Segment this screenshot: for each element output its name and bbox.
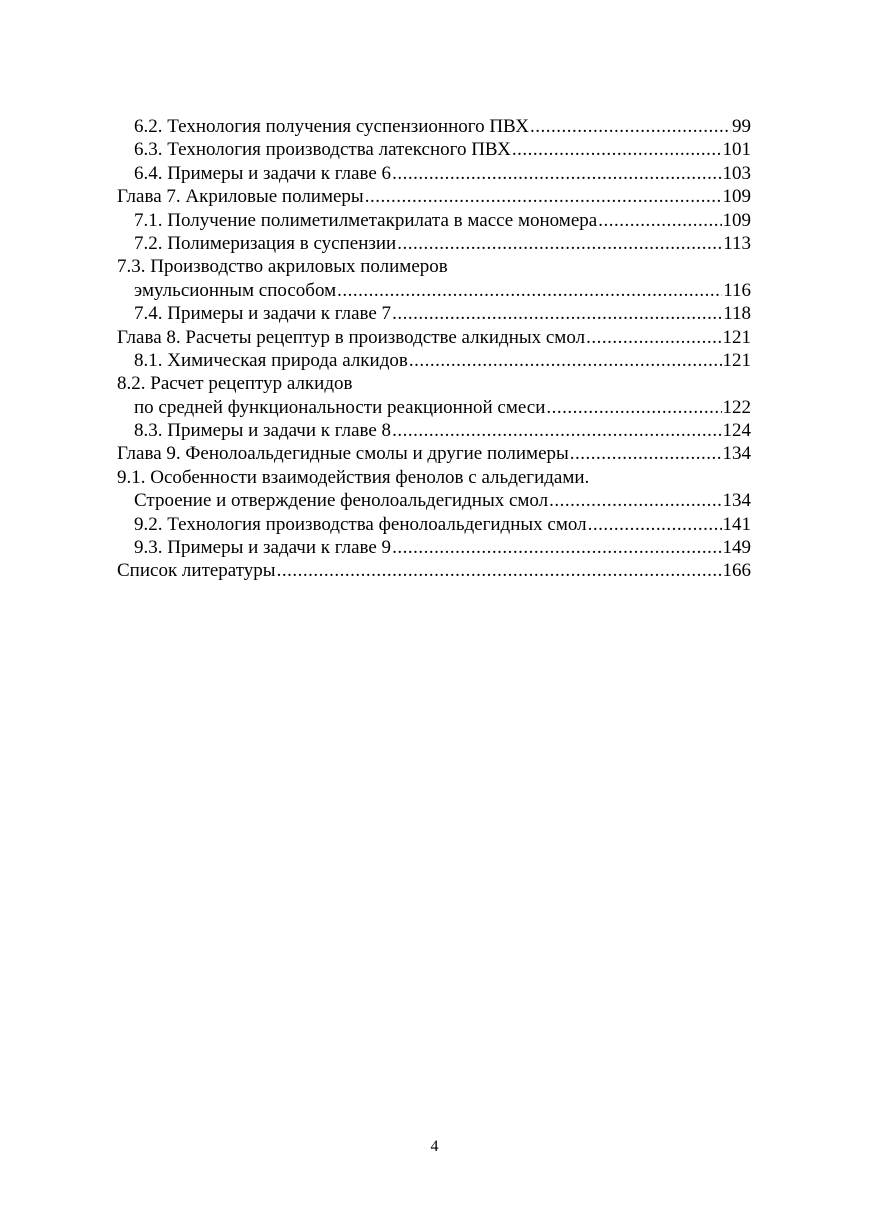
toc-chapter-entry	[117, 326, 751, 349]
toc-dot-leader	[546, 396, 721, 419]
toc-dot-leader	[598, 209, 721, 232]
table-of-contents	[117, 115, 751, 583]
toc-entry-page: 109	[722, 186, 751, 208]
toc-entry-page: 118	[723, 303, 751, 325]
toc-dot-leader	[392, 419, 721, 442]
toc-section-entry	[117, 372, 751, 395]
toc-entry-page: 99	[732, 116, 751, 137]
toc-section-entry	[117, 209, 751, 232]
toc-dot-leader	[409, 349, 722, 372]
toc-entry-page: 134	[722, 490, 751, 512]
toc-dot-leader	[549, 489, 721, 512]
toc-entry-title: Строение и отверждение фенолоальдегидных смол	[134, 490, 549, 512]
toc-entry-page: 121	[722, 349, 751, 371]
page-number: 4	[430, 1138, 439, 1155]
toc-section-entry	[117, 536, 751, 559]
toc-entry-title: эмульсионным способом	[134, 279, 337, 301]
toc-section-entry	[117, 232, 751, 255]
toc-entry-page: 122	[722, 396, 751, 418]
toc-entry-title: 9.3. Примеры и задачи к главе 9	[134, 537, 392, 559]
toc-entry-page: 141	[722, 513, 751, 535]
toc-section-entry	[117, 255, 751, 278]
toc-chapter-entry	[117, 442, 751, 465]
toc-dot-leader	[365, 185, 722, 208]
toc-dot-leader	[588, 513, 722, 536]
toc-dot-leader	[392, 536, 721, 559]
toc-entry-title: 6.2. Технология получения суспензионного ПВХ	[134, 116, 529, 137]
toc-entry-title: 7.4. Примеры и задачи к главе 7	[134, 303, 392, 325]
toc-section-entry	[117, 396, 751, 419]
toc-entry-title: Глава 8. Расчеты рецептур в производстве алкидных смол	[117, 326, 586, 348]
toc-entry-page: 113	[723, 232, 751, 254]
toc-dot-leader	[530, 115, 731, 138]
toc-entry-title: Список литературы	[117, 560, 276, 582]
toc-section-entry	[117, 279, 751, 302]
toc-entry-title: 9.2. Технология производства фенолоальдегидных смол	[134, 513, 587, 535]
toc-section-entry	[117, 489, 751, 512]
toc-entry-page: 116	[723, 279, 751, 301]
toc-section-entry	[117, 138, 751, 161]
toc-entry-page: 101	[722, 139, 751, 161]
toc-section-entry	[117, 466, 751, 489]
toc-section-entry	[117, 419, 751, 442]
toc-entry-title: 8.2. Расчет рецептур алкидов	[117, 373, 353, 395]
toc-dot-leader	[512, 138, 722, 161]
toc-dot-leader	[570, 442, 722, 465]
toc-dot-leader	[397, 232, 722, 255]
toc-entry-page: 149	[722, 537, 751, 559]
toc-entry-title: 6.4. Примеры и задачи к главе 6	[134, 162, 392, 184]
toc-entry-page: 166	[722, 560, 751, 582]
toc-entry-title: 9.1. Особенности взаимодействия фенолов с альдегидами.	[117, 466, 590, 488]
toc-dot-leader	[337, 279, 722, 302]
toc-entry-title: по средней функциональности реакционной смеси	[134, 396, 546, 418]
toc-dot-leader	[392, 302, 722, 325]
toc-entry-title: 7.3. Производство акриловых полимеров	[117, 256, 448, 278]
toc-entry-page: 134	[722, 443, 751, 465]
toc-section-entry	[117, 162, 751, 185]
toc-entry-title: 6.3. Технология производства латексного ПВХ	[134, 139, 511, 161]
toc-entry-title: 7.2. Полимеризация в суспензии	[134, 232, 397, 254]
toc-entry-page: 121	[722, 326, 751, 348]
toc-chapter-entry	[117, 185, 751, 208]
toc-entry-title: Глава 7. Акриловые полимеры	[117, 186, 364, 208]
toc-entry-page: 103	[722, 162, 751, 184]
toc-section-entry	[117, 302, 751, 325]
toc-entry-title: 7.1. Получение полиметилметакрилата в массе мономера	[134, 209, 598, 231]
toc-entry-title: Глава 9. Фенолоальдегидные смолы и другие полимеры	[117, 443, 569, 465]
toc-section-entry	[117, 349, 751, 372]
toc-section-entry	[117, 115, 751, 138]
toc-section-entry	[117, 513, 751, 536]
toc-entry-page: 109	[722, 209, 751, 231]
toc-entry-page: 124	[722, 420, 751, 442]
toc-dot-leader	[392, 162, 721, 185]
toc-entry-title: 8.1. Химическая природа алкидов	[134, 349, 408, 371]
toc-entry-title: 8.3. Примеры и задачи к главе 8	[134, 420, 392, 442]
toc-chapter-entry	[117, 559, 751, 582]
toc-dot-leader	[277, 559, 722, 582]
toc-dot-leader	[586, 326, 721, 349]
